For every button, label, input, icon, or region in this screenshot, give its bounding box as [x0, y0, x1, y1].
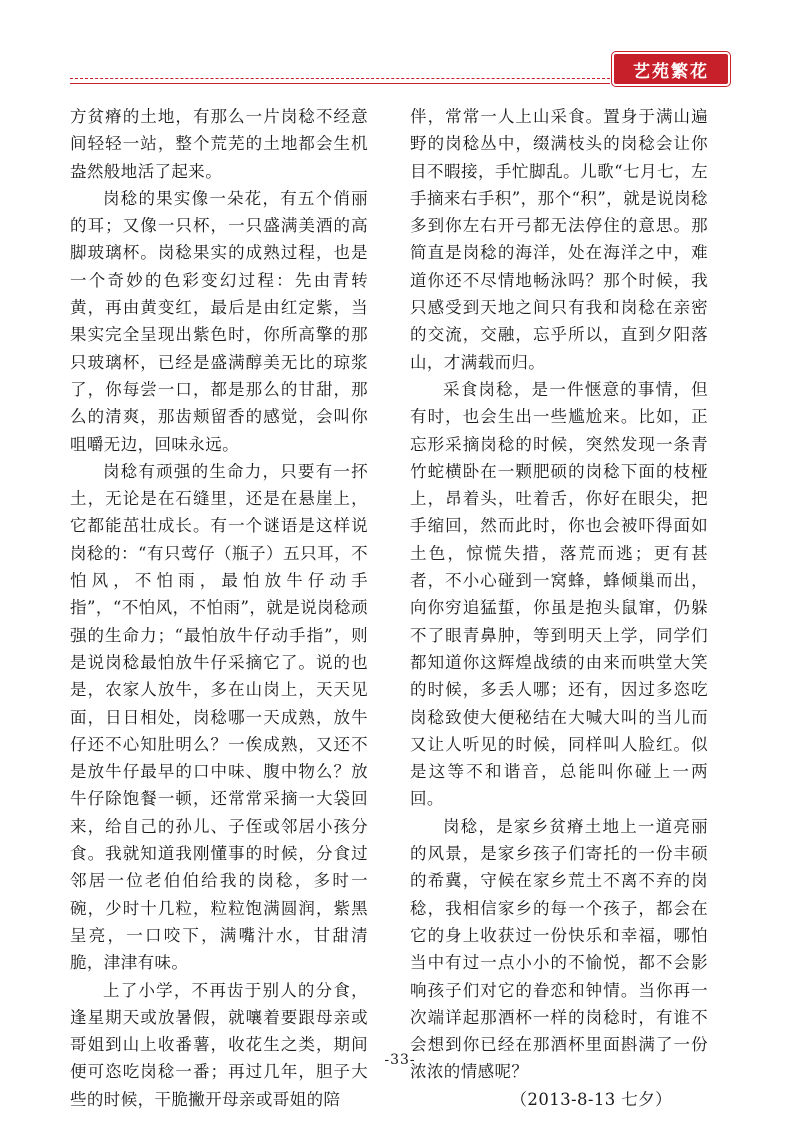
- paragraph: 岗稔的果实像一朵花，有五个俏丽的耳；又像一只杯，一只盛满美酒的高脚玻璃杯。岗稔果实的成熟过程，也是一个奇妙的色彩变幻过程：先由青转黄，再由黄变红，最后是由红定紫，当果实完全呈现出紫色时，你所高擎的那只玻璃杯，已经是盛满醇美无比的琼浆了，你每尝一口，都是那么的甘甜，那么的清爽，那齿颊留香的感觉，会叫你咀嚼无边，回味永远。: [70, 188, 368, 454]
- paragraph: 上了小学，不再齿于别人的分食，逢星期天或放暑假，就嚷着要跟母亲或哥姐到山上收番薯，收花生之类，期间便可恣吃岗稔一番；再过几年，胆子大些的时候，干脆撇开母亲或哥姐的陪: [70, 980, 368, 1109]
- paragraph: 岗稔有顽强的生命力，只要有一抔土，无论是在石缝里，还是在悬崖上，它都能茁壮成长。有一个谜语是这样说岗稔的：“有只莺仔（瓶子）五只耳，不怕风，不怕雨，最怕放牛仔动手指”，“不怕风，不怕雨”，就是说岗稔顽强的生命力；“最怕放牛仔动手指”，则是说岗稔最怕放牛仔采摘它了。说的也是，农家人放牛，多在山岗上，天天见面，日日相处，岗稔哪一天成熟，放牛仔还不心知肚明么？一俟成熟，又还不是放牛仔最早的口中味、腹中物么？放牛仔除饱餐一顿，还常常采摘一大袋回来，给自己的孙儿、子侄或邻居小孩分食。我就知道我刚懂事的时候，分食过邻居一位老伯伯给我的岗稔，多时一碗，少时十几粒，粒粒饱满圆润，紫黑呈亮，一口咬下，满嘴汁水，甘甜清脆，津津有味。: [70, 461, 368, 973]
- page-header: [0, 0, 800, 100]
- paragraph: 方贫瘠的土地，有那么一片岗稔不经意间轻轻一站，整个荒芜的土地都会生机盎然般地活了起来。: [70, 107, 368, 181]
- paragraph: 岗稔，是家乡贫瘠土地上一道亮丽的风景，是家乡孩子们寄托的一份丰硕的希冀，守候在家乡荒土不离不弃的岗稔，我相信家乡的每一个孩子，都会在它的身上收获过一份快乐和幸福，哪怕当中有过一点小小的不愉悦，都不会影响孩子们对它的眷恋和钟情。当你再一次端详起那酒杯一样的岗稔时，有谁不会想到你已经在那酒杯里面斟满了一份浓浓的情感呢？: [410, 816, 708, 1082]
- paragraph: 伴，常常一人上山采食。置身于满山遍野的岗稔丛中，缀满枝头的岗稔会让你目不暇接，手忙脚乱。儿歌“七月七，左手摘来右手积”，那个“积”，就是说岗稔多到你左右开弓都无法停住的意思。那简直是岗稔的海洋，处在海洋之中，难道你还不尽情地畅泳吗？那个时候，我只感受到天地之间只有我和岗稔在亲密的交流，交融，忘乎所以，直到夕阳落山，才满载而归。: [410, 107, 708, 372]
- date-line: （2013-8-13 七夕）: [510, 1089, 672, 1109]
- right-column: [410, 103, 708, 1113]
- page-number: -33-: [384, 1052, 416, 1068]
- left-column: [70, 103, 368, 1113]
- header-rule-dashed: [70, 78, 610, 79]
- header-rule: [70, 83, 610, 84]
- paragraph: 采食岗稔，是一件惬意的事情，但有时，也会生出一些尴尬来。比如，正忘形采摘岗稔的时候，突然发现一条青竹蛇横卧在一颗肥硕的岗稔下面的枝桠上，昂着头，吐着舌，你好在眼尖，把手缩回，然而此时，你也会被吓得面如土色，惊慌失措，落荒而逃；更有甚者，不小心碰到一窝蜂，蜂倾巢而出，向你穷追猛蜇，你虽是抱头鼠窜，仍躲不了眼青鼻肿，等到明天上学，同学们都知道你这辉煌战绩的由来而哄堂大笑的时候，多丢人哪；还有，因过多恣吃岗稔致使大便秘结在大喊大叫的当儿而又让人听见的时候，同样叫人脸红。似是这等不和谐音，总能叫你碰上一两回。: [410, 379, 708, 809]
- section-title-badge: 艺苑繁花: [612, 52, 730, 86]
